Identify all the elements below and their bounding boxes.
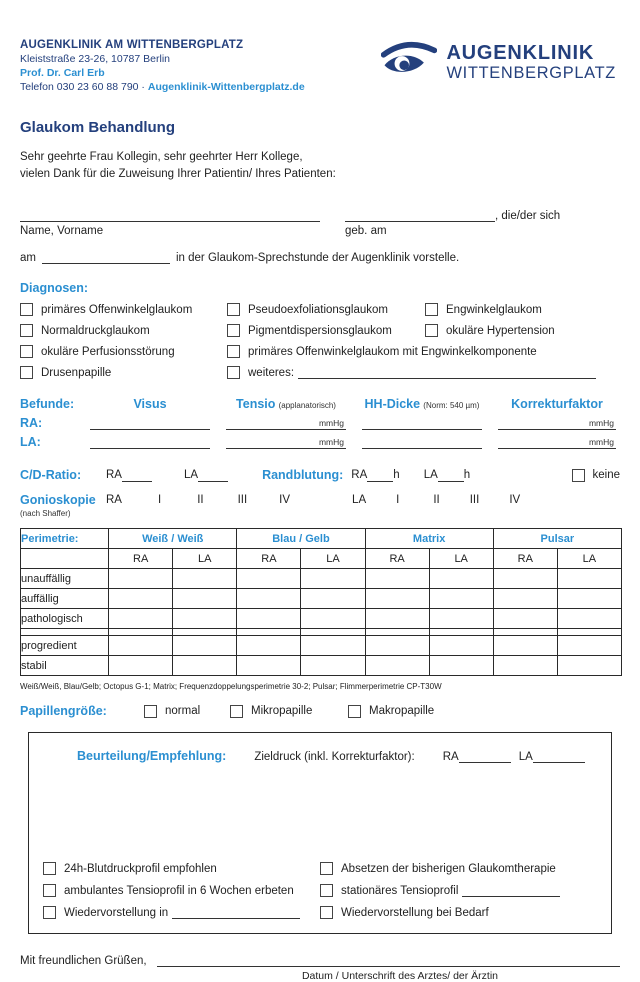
checkbox-label: Wiedervorstellung in	[64, 906, 169, 919]
perimetrie-cell[interactable]	[109, 609, 173, 629]
table-spacer-row	[21, 629, 622, 636]
eye-header: LA	[173, 549, 237, 569]
perimetrie-cell[interactable]	[109, 636, 173, 656]
col-korrekturfaktor: Korrekturfaktor	[511, 397, 603, 412]
cd-ra-label: RA	[106, 469, 122, 482]
row-label: unauffällig	[21, 569, 109, 589]
perimetrie-table	[20, 528, 622, 676]
eye-header: RA	[365, 549, 429, 569]
perimetrie-cell[interactable]	[429, 569, 493, 589]
eye-header: RA	[237, 549, 301, 569]
perimetrie-cell[interactable]	[429, 609, 493, 629]
checkbox-weiteres	[227, 366, 620, 379]
perimetrie-cell[interactable]	[237, 589, 301, 609]
checkbox-absetzen-glaukomtherapie	[320, 862, 597, 875]
perimetrie-cell[interactable]	[237, 656, 301, 676]
checkbox-keine-randblutung	[572, 469, 621, 482]
appointment-date-field[interactable]	[42, 251, 170, 264]
befunde-heading: Befunde:	[20, 397, 75, 412]
empty-cell	[557, 629, 621, 636]
clinic-logo	[381, 40, 616, 85]
checkbox-label: 24h-Blutdruckprofil empfohlen	[64, 862, 217, 875]
appointment-row	[20, 251, 620, 264]
perimetrie-cell[interactable]	[493, 636, 557, 656]
checkbox[interactable]	[144, 705, 157, 718]
checkbox-label: primäres Offenwinkelglaukom mit Engwinkelkomponente	[248, 345, 537, 358]
checkbox-okulaere-perfusionsstoerung	[20, 345, 227, 358]
gonioskopie-subtitle: (nach Shaffer)	[20, 509, 71, 519]
clinic-website-link[interactable]: Augenklinik-Wittenbergplatz.de	[147, 80, 305, 93]
befunde-section	[20, 397, 620, 449]
checkbox-label: Absetzen der bisherigen Glaukomtherapie	[341, 862, 556, 875]
gonio-la-grade-4[interactable]: IV	[509, 494, 521, 507]
patient-name-field[interactable]	[20, 209, 320, 222]
perimetrie-cell[interactable]	[301, 589, 365, 609]
gonio-la-grade-2[interactable]: II	[433, 494, 440, 507]
perimetrie-cell[interactable]	[173, 569, 237, 589]
perimetrie-heading: Perimetrie:	[21, 529, 109, 549]
unit-mmhg: mmHg	[318, 437, 344, 448]
perimetrie-footnote: Weiß/Weiß, Blau/Gelb; Octopus G-1; Matrix; Frequenzdoppelungsperimetrie 30-2; Pulsar; Flimmerperimetrie CP-T30W	[20, 682, 442, 692]
table-row-pathologisch	[21, 609, 622, 629]
perimetrie-group-row	[21, 529, 622, 549]
gonio-la-grade-1[interactable]: I	[396, 494, 400, 507]
table-row-progredient	[21, 636, 622, 656]
am-label: am	[20, 252, 36, 265]
checkbox-label: okuläre Hypertension	[446, 324, 555, 337]
korrekturfaktor-la-field[interactable]	[498, 434, 616, 449]
perimetrie-cell[interactable]	[493, 589, 557, 609]
patient-labels	[20, 225, 620, 237]
checkbox-pseudoexfoliationsglaukom	[227, 303, 425, 316]
table-row-unauffaellig	[21, 569, 622, 589]
empty-cell	[173, 629, 237, 636]
salutation-line2: vielen Dank für die Zuweisung Ihrer Patientin/ Ihres Patienten:	[20, 168, 336, 180]
checkbox-normaldruckglaukom	[20, 324, 227, 337]
checkbox-blutdruckprofil	[43, 862, 320, 875]
gonio-ra-grade-2[interactable]: II	[197, 494, 204, 507]
checkbox-makropapille	[348, 705, 434, 718]
checkbox-label: Wiedervorstellung bei Bedarf	[341, 906, 489, 919]
checkbox-label: normal	[165, 705, 201, 718]
checkbox-wiedervorstellung-in	[43, 906, 320, 919]
perimetrie-cell[interactable]	[557, 636, 621, 656]
checkbox[interactable]	[572, 469, 585, 482]
col-tensio-note: (applanatorisch)	[278, 401, 336, 411]
gonio-ra-grade-4[interactable]: IV	[279, 494, 291, 507]
zieldruck-la-label: LA	[518, 751, 533, 764]
checkbox[interactable]	[20, 303, 33, 316]
cd-ra-field[interactable]	[122, 469, 152, 482]
eye-header: LA	[301, 549, 365, 569]
empfehlung-checkboxes	[29, 862, 611, 933]
gonio-la-label: LA	[352, 494, 367, 507]
table-row-auffaellig	[21, 589, 622, 609]
checkbox[interactable]	[43, 884, 56, 897]
perimetrie-cell[interactable]	[173, 609, 237, 629]
perimetrie-eye-row	[21, 549, 622, 569]
checkbox-mikropapille	[230, 705, 348, 718]
checkbox[interactable]	[230, 705, 243, 718]
checkbox[interactable]	[20, 366, 33, 379]
appointment-text: in der Glaukom-Sprechstunde der Augenklinik vorstelle.	[175, 252, 460, 265]
randblutung-la-label: LA	[423, 469, 438, 482]
group-matrix: Matrix	[365, 529, 493, 549]
clinic-address: Kleiststraße 23-26, 10787 Berlin	[20, 53, 170, 66]
clinic-info	[20, 38, 305, 95]
zieldruck-la-field[interactable]	[533, 750, 585, 763]
checkbox-label: ambulantes Tensioprofil in 6 Wochen erbeten	[64, 884, 294, 897]
hour-unit: h	[463, 469, 471, 482]
perimetrie-cell[interactable]	[365, 609, 429, 629]
row-label: stabil	[21, 656, 109, 676]
checkbox[interactable]	[425, 324, 438, 337]
checkbox-stationaeres-tensioprofil	[320, 884, 597, 897]
salutation-line1: Sehr geehrte Frau Kollegin, sehr geehrter Herr Kollege,	[20, 150, 303, 163]
col-hh-dicke	[362, 397, 482, 411]
col-hh-label: HH-Dicke	[364, 397, 421, 412]
eye-header: LA	[429, 549, 493, 569]
checkbox[interactable]	[227, 324, 240, 337]
checkbox-label: Makropapille	[369, 705, 435, 718]
perimetrie-cell[interactable]	[109, 569, 173, 589]
gonio-ra-grade-1[interactable]: I	[157, 494, 162, 507]
perimetrie-cell[interactable]	[237, 609, 301, 629]
perimetrie-cell[interactable]	[429, 636, 493, 656]
hour-unit: h	[393, 469, 400, 482]
perimetrie-cell[interactable]	[429, 589, 493, 609]
birthdate-label: geb. am	[345, 225, 387, 238]
befunde-ra-row	[20, 411, 620, 430]
diagnosen-row-2	[20, 324, 620, 337]
perimetrie-cell[interactable]	[109, 589, 173, 609]
checkbox[interactable]	[425, 303, 438, 316]
col-tensio-label: Tensio	[236, 397, 276, 412]
checkbox[interactable]	[20, 345, 33, 358]
letterhead	[20, 38, 620, 95]
table-row-stabil	[21, 656, 622, 676]
name-label: Name, Vorname	[20, 225, 104, 238]
col-tensio	[226, 397, 346, 411]
randblutung-ra-label: RA	[351, 469, 368, 482]
randblutung-la-field[interactable]	[438, 469, 464, 482]
cd-la-field[interactable]	[198, 469, 228, 482]
salutation	[20, 149, 620, 184]
diagnosen-heading: Diagnosen:	[20, 281, 89, 296]
diagnosen-row-4	[20, 366, 620, 379]
gonio-la-grade-3[interactable]: III	[469, 494, 480, 507]
group-pulsar: Pulsar	[493, 529, 621, 549]
gonioskopie-title: Gonioskopie	[20, 493, 96, 508]
logo-wordmark	[446, 43, 616, 81]
weiteres-field[interactable]	[298, 366, 596, 379]
wiedervorstellung-field[interactable]	[172, 906, 300, 919]
patient-suffix-text: , die/der sich	[495, 210, 561, 223]
phone-text: Telefon 030 23 60 88 790 ·	[20, 80, 148, 93]
perimetrie-cell[interactable]	[557, 656, 621, 676]
row-label: pathologisch	[21, 609, 109, 629]
checkbox-label: keine	[592, 469, 620, 482]
empty-cell	[493, 629, 557, 636]
perimetrie-cell[interactable]	[557, 569, 621, 589]
perimetrie-cell[interactable]	[365, 656, 429, 676]
visus-ra-field[interactable]	[90, 415, 210, 430]
gonio-ra-grade-3[interactable]: III	[237, 494, 248, 507]
checkbox-label: Normaldruckglaukom	[41, 324, 150, 337]
checkbox[interactable]	[20, 324, 33, 337]
perimetrie-cell[interactable]	[429, 656, 493, 676]
eye-header: RA	[109, 549, 173, 569]
checkbox-drusenpapille	[20, 366, 227, 379]
perimetrie-cell[interactable]	[173, 636, 237, 656]
group-blau-gelb: Blau / Gelb	[237, 529, 365, 549]
hh-dicke-ra-field[interactable]	[362, 415, 482, 430]
birthdate-field[interactable]	[345, 209, 495, 222]
checkbox-ambulantes-tensioprofil	[43, 884, 320, 897]
zieldruck-label: Zieldruck (inkl. Korrekturfaktor):	[254, 751, 415, 764]
perimetrie-cell[interactable]	[365, 569, 429, 589]
visus-la-field[interactable]	[90, 434, 210, 449]
checkbox[interactable]	[320, 884, 333, 897]
perimetrie-cell[interactable]	[301, 656, 365, 676]
unit-mmhg: mmHg	[318, 418, 344, 429]
perimetrie-cell[interactable]	[173, 656, 237, 676]
checkbox-label: Pigmentdispersionsglaukom	[248, 324, 392, 337]
perimetrie-cell[interactable]	[493, 609, 557, 629]
perimetrie-cell[interactable]	[301, 569, 365, 589]
la-label: LA:	[20, 435, 41, 450]
zieldruck-ra-field[interactable]	[459, 750, 511, 763]
checkbox-label: Mikropapille	[251, 705, 313, 718]
group-weiss-weiss: Weiß / Weiß	[109, 529, 237, 549]
hh-dicke-la-field[interactable]	[362, 434, 482, 449]
cd-ratio-heading: C/D-Ratio:	[20, 468, 82, 483]
papillengroesse-row	[20, 704, 620, 718]
perimetrie-cell[interactable]	[109, 656, 173, 676]
perimetrie-cell[interactable]	[557, 609, 621, 629]
gonioskopie-row	[20, 494, 620, 519]
stationaeres-tensioprofil-field[interactable]	[462, 884, 560, 897]
checkbox-label: Drusenpapille	[41, 366, 112, 379]
beurteilung-box	[28, 732, 612, 934]
signature-field[interactable]	[157, 954, 620, 967]
doctor-name: Prof. Dr. Carl Erb	[20, 67, 105, 80]
beurteilung-heading: Beurteilung/Empfehlung:	[77, 749, 227, 764]
checkbox[interactable]	[227, 366, 240, 379]
papillengroesse-heading: Papillengröße:	[20, 704, 107, 719]
cd-la-label: LA	[183, 469, 199, 482]
empty-cell	[429, 629, 493, 636]
empfehlung-right-column	[320, 862, 597, 919]
gonio-ra-label: RA	[106, 494, 122, 507]
checkbox[interactable]	[43, 906, 56, 919]
col-visus: Visus	[133, 397, 167, 412]
row-label: progredient	[21, 636, 109, 656]
diagnosen-row-3	[20, 345, 620, 358]
randblutung-heading: Randblutung:	[262, 468, 344, 483]
signature-label: Datum / Unterschrift des Arztes/ der Ärztin	[301, 970, 499, 982]
diagnosen-section	[20, 281, 620, 379]
perimetrie-cell[interactable]	[365, 636, 429, 656]
checkbox-offenwinkel-engwinkelkomponente	[227, 345, 537, 358]
row-label: auffällig	[21, 589, 109, 609]
checkbox-label: Engwinkelglaukom	[446, 303, 542, 316]
zieldruck-ra-label: RA	[442, 751, 459, 764]
perimetrie-cell[interactable]	[173, 589, 237, 609]
perimetrie-cell[interactable]	[237, 569, 301, 589]
checkbox[interactable]	[320, 906, 333, 919]
empfehlung-left-column	[43, 862, 320, 919]
diagnosen-row-1	[20, 303, 620, 316]
checkbox-wiedervorstellung-bedarf	[320, 906, 597, 919]
checkbox-pigmentdispersionsglaukom	[227, 324, 425, 337]
gonioskopie-heading	[20, 494, 106, 519]
checkbox[interactable]	[227, 303, 240, 316]
empty-cell	[237, 629, 301, 636]
checkbox-label: primäres Offenwinkelglaukom	[41, 303, 193, 316]
col-hh-note: (Norm: 540 µm)	[423, 401, 480, 411]
eye-icon	[381, 40, 437, 85]
empty-cell	[21, 549, 109, 569]
closing-row	[20, 954, 620, 967]
befunde-la-row	[20, 430, 620, 449]
checkbox-label: Pseudoexfoliationsglaukom	[248, 303, 389, 316]
perimetrie-cell[interactable]	[237, 636, 301, 656]
perimetrie-cell[interactable]	[301, 636, 365, 656]
checkbox-normal	[144, 705, 230, 718]
perimetrie-cell[interactable]	[365, 589, 429, 609]
empty-cell	[109, 629, 173, 636]
checkbox[interactable]	[227, 345, 240, 358]
eye-header: RA	[493, 549, 557, 569]
checkbox-primaeres-offenwinkelglaukom	[20, 303, 227, 316]
checkbox[interactable]	[320, 862, 333, 875]
closing-text: Mit freundlichen Grüßen,	[20, 955, 147, 968]
clinic-name: AUGENKLINIK AM WITTENBERGPLATZ	[20, 39, 244, 51]
beurteilung-header-row	[29, 733, 611, 763]
checkbox-okulaere-hypertension	[425, 324, 555, 337]
checkbox-label: okuläre Perfusionsstörung	[41, 345, 175, 358]
empty-cell	[365, 629, 429, 636]
patient-row	[20, 209, 620, 222]
befunde-header-row	[20, 397, 620, 411]
checkbox-label: weiteres:	[248, 366, 295, 379]
perimetrie-cell[interactable]	[557, 589, 621, 609]
clinic-phone	[20, 81, 305, 95]
tensio-ra-field[interactable]	[226, 415, 346, 430]
korrekturfaktor-ra-field[interactable]	[498, 415, 616, 430]
unit-mmhg: mmHg	[588, 437, 614, 448]
perimetrie-cell[interactable]	[493, 656, 557, 676]
eye-header: LA	[557, 549, 621, 569]
perimetrie-cell[interactable]	[493, 569, 557, 589]
checkbox[interactable]	[348, 705, 361, 718]
ra-label: RA:	[20, 416, 43, 431]
logo-line2: WITTENBERGPLATZ	[446, 64, 616, 83]
unit-mmhg: mmHg	[588, 418, 614, 429]
perimetrie-cell[interactable]	[301, 609, 365, 629]
tensio-la-field[interactable]	[226, 434, 346, 449]
cd-ratio-row	[20, 468, 620, 482]
form-title: Glaukom Behandlung	[20, 118, 176, 136]
logo-line1: AUGENKLINIK	[446, 42, 595, 65]
empty-cell	[21, 629, 109, 636]
checkbox-engwinkelglaukom	[425, 303, 542, 316]
checkbox[interactable]	[43, 862, 56, 875]
randblutung-ra-field[interactable]	[367, 469, 393, 482]
checkbox-label: stationäres Tensioprofil	[341, 884, 459, 897]
empty-cell	[301, 629, 365, 636]
